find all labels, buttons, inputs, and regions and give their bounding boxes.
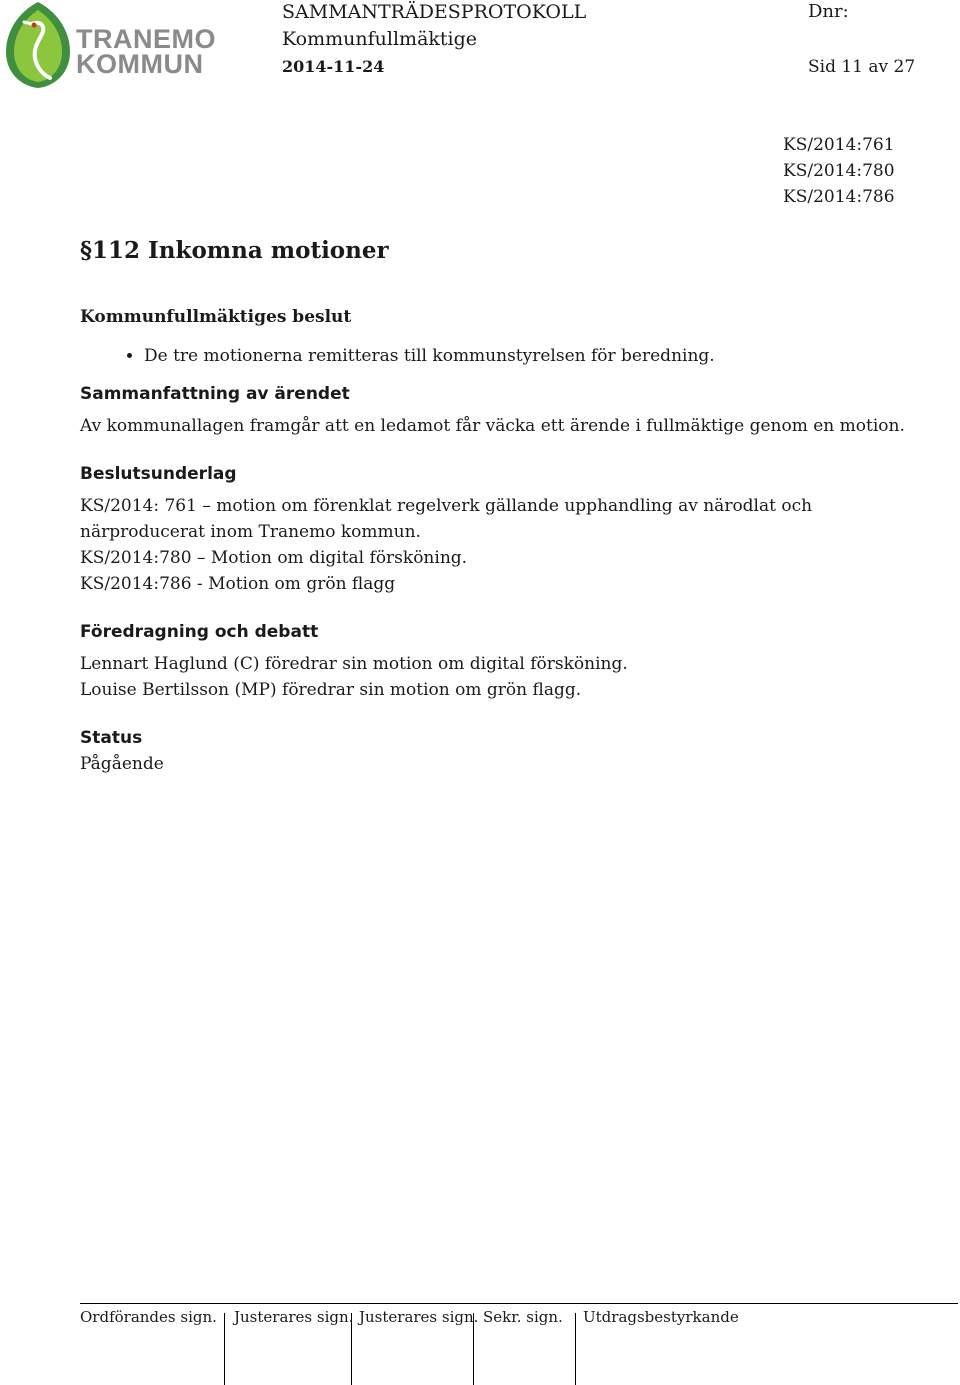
section-title: §112 Inkomna motioner (80, 237, 389, 264)
signature-divider (473, 1313, 474, 1385)
decision-list (80, 343, 930, 369)
footer-rule (80, 1303, 958, 1304)
crane-emblem-icon (2, 0, 74, 90)
section-content (80, 236, 930, 777)
signature-label-chair: Ordförandes sign. (80, 1308, 217, 1326)
status-heading: Status (80, 728, 143, 748)
signature-label-extract: Utdragsbestyrkande (583, 1308, 739, 1326)
reference-number: KS/2014:780 (783, 161, 895, 181)
reference-list (783, 132, 895, 210)
signature-divider (575, 1313, 576, 1385)
debate-line: Louise Bertilsson (MP) föredrar sin motion om grön flagg. (80, 680, 582, 700)
tranemo-kommun-logo (0, 0, 215, 92)
reference-number: KS/2014:761 (783, 135, 895, 155)
signature-divider (351, 1313, 352, 1385)
body-name: Kommunfullmäktige (282, 28, 478, 50)
logo-text-tranemo: TRANEMO (76, 24, 216, 54)
dnr-label: Dnr: (808, 1, 849, 22)
basis-line: KS/2014:780 – Motion om digital försköning. (80, 548, 468, 568)
basis-line: KS/2014:786 - Motion om grön flagg (80, 574, 396, 594)
meeting-date: 2014-11-24 (282, 57, 385, 76)
document-title: SAMMANTRÄDESPROTOKOLL (282, 1, 587, 23)
basis-line: närproducerat inom Tranemo kommun. (80, 522, 421, 542)
summary-heading: Sammanfattning av ärendet (80, 384, 350, 404)
decision-item: • De tre motionerna remitteras till kommunstyrelsen för beredning. (144, 343, 930, 369)
signature-label-secretary: Sekr. sign. (483, 1308, 563, 1326)
summary-text: Av kommunallagen framgår att en ledamot får väcka ett ärende i fullmäktige genom en motion. (80, 416, 905, 436)
decision-heading: Kommunfullmäktiges beslut (80, 307, 352, 327)
basis-line: KS/2014: 761 – motion om förenklat regelverk gällande upphandling av närodlat och (80, 496, 813, 516)
logo-text-kommun: KOMMUN (76, 49, 204, 79)
signature-label-adjuster: Justerares sign. (234, 1308, 354, 1326)
signature-label-adjuster: Justerares sign. (359, 1308, 479, 1326)
signature-divider (224, 1313, 225, 1385)
debate-line: Lennart Haglund (C) föredrar sin motion om digital försköning. (80, 654, 628, 674)
signature-footer (80, 1303, 960, 1385)
page-number: Sid 11 av 27 (808, 57, 916, 77)
status-value: Pågående (80, 754, 164, 774)
debate-heading: Föredragning och debatt (80, 622, 319, 642)
basis-heading: Beslutsunderlag (80, 464, 237, 484)
reference-number: KS/2014:786 (783, 187, 895, 207)
